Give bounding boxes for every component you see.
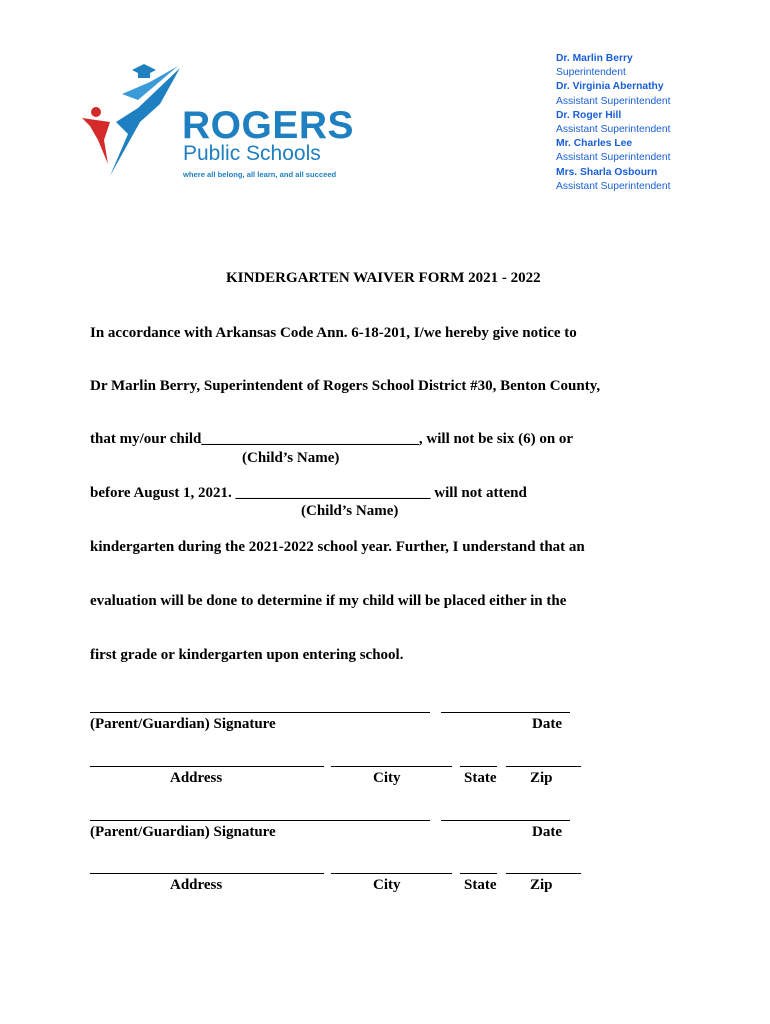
logo-red-head — [91, 107, 101, 117]
staff-name: Mr. Charles Lee — [556, 138, 633, 150]
date-label: Date — [532, 824, 562, 840]
city-label: City — [373, 877, 401, 893]
form-paragraph-line: Dr Marlin Berry, Superintendent of Rogers School District #30, Benton County, — [90, 378, 601, 394]
form-paragraph-line: evaluation will be done to determine if my child will be placed either in the — [90, 593, 567, 609]
form-paragraph-line: first grade or kindergarten upon entering school. — [90, 647, 404, 663]
state-line[interactable] — [460, 766, 497, 767]
staff-name: Dr. Roger Hill — [556, 109, 622, 121]
zip-line[interactable] — [506, 766, 581, 767]
staff-name: Dr. Marlin Berry — [556, 53, 633, 64]
address-label: Address — [170, 877, 223, 893]
staff-title: Assistant Superintendent — [556, 124, 671, 136]
form-title: KINDERGARTEN WAIVER FORM 2021 - 2022 — [226, 270, 541, 286]
child-name-label: (Child’s Name) — [301, 503, 399, 519]
state-label: State — [464, 770, 497, 786]
form-paragraph-line[interactable]: that my/our child_____________________________, will not be six (6) on or — [90, 431, 574, 447]
zip-label: Zip — [530, 770, 553, 786]
date-line[interactable] — [441, 712, 570, 713]
form-paragraph-line: In accordance with Arkansas Code Ann. 6-18-201, I/we hereby give notice to — [90, 325, 577, 341]
address-line[interactable] — [90, 873, 324, 874]
form-paragraph-line: kindergarten during the 2021-2022 school year. Further, I understand that an — [90, 539, 585, 555]
signature-line[interactable] — [90, 820, 430, 821]
staff-title: Assistant Superintendent — [556, 152, 671, 164]
date-label: Date — [532, 716, 562, 732]
staff-name: Dr. Virginia Abernathy — [556, 81, 664, 93]
staff-name: Mrs. Sharla Osbourn — [556, 166, 658, 178]
state-label: State — [464, 877, 497, 893]
date-line[interactable] — [441, 820, 570, 821]
staff-title: Assistant Superintendent — [556, 180, 671, 192]
city-line[interactable] — [331, 766, 452, 767]
child-name-label: (Child’s Name) — [242, 450, 340, 466]
address-label: Address — [170, 770, 223, 786]
logo-cap-base — [138, 72, 150, 78]
city-line[interactable] — [331, 873, 452, 874]
signature-label: (Parent/Guardian) Signature — [90, 824, 276, 840]
logo-red-body — [82, 118, 110, 164]
staff-title: Assistant Superintendent — [556, 95, 671, 107]
staff-title: Superintendent — [556, 67, 626, 79]
signature-label: (Parent/Guardian) Signature — [90, 716, 276, 732]
zip-line[interactable] — [506, 873, 581, 874]
signature-line[interactable] — [90, 712, 430, 713]
form-paragraph-line[interactable]: before August 1, 2021. __________________________ will not attend — [90, 485, 527, 501]
staff-list — [556, 52, 670, 194]
city-label: City — [373, 770, 401, 786]
state-line[interactable] — [460, 873, 497, 874]
zip-label: Zip — [530, 877, 553, 893]
address-line[interactable] — [90, 766, 324, 767]
logo-name: ROGERS — [182, 104, 355, 147]
logo-tagline: where all belong, all learn, and all succeed — [183, 170, 337, 179]
logo-subtitle: Public Schools — [183, 142, 321, 165]
